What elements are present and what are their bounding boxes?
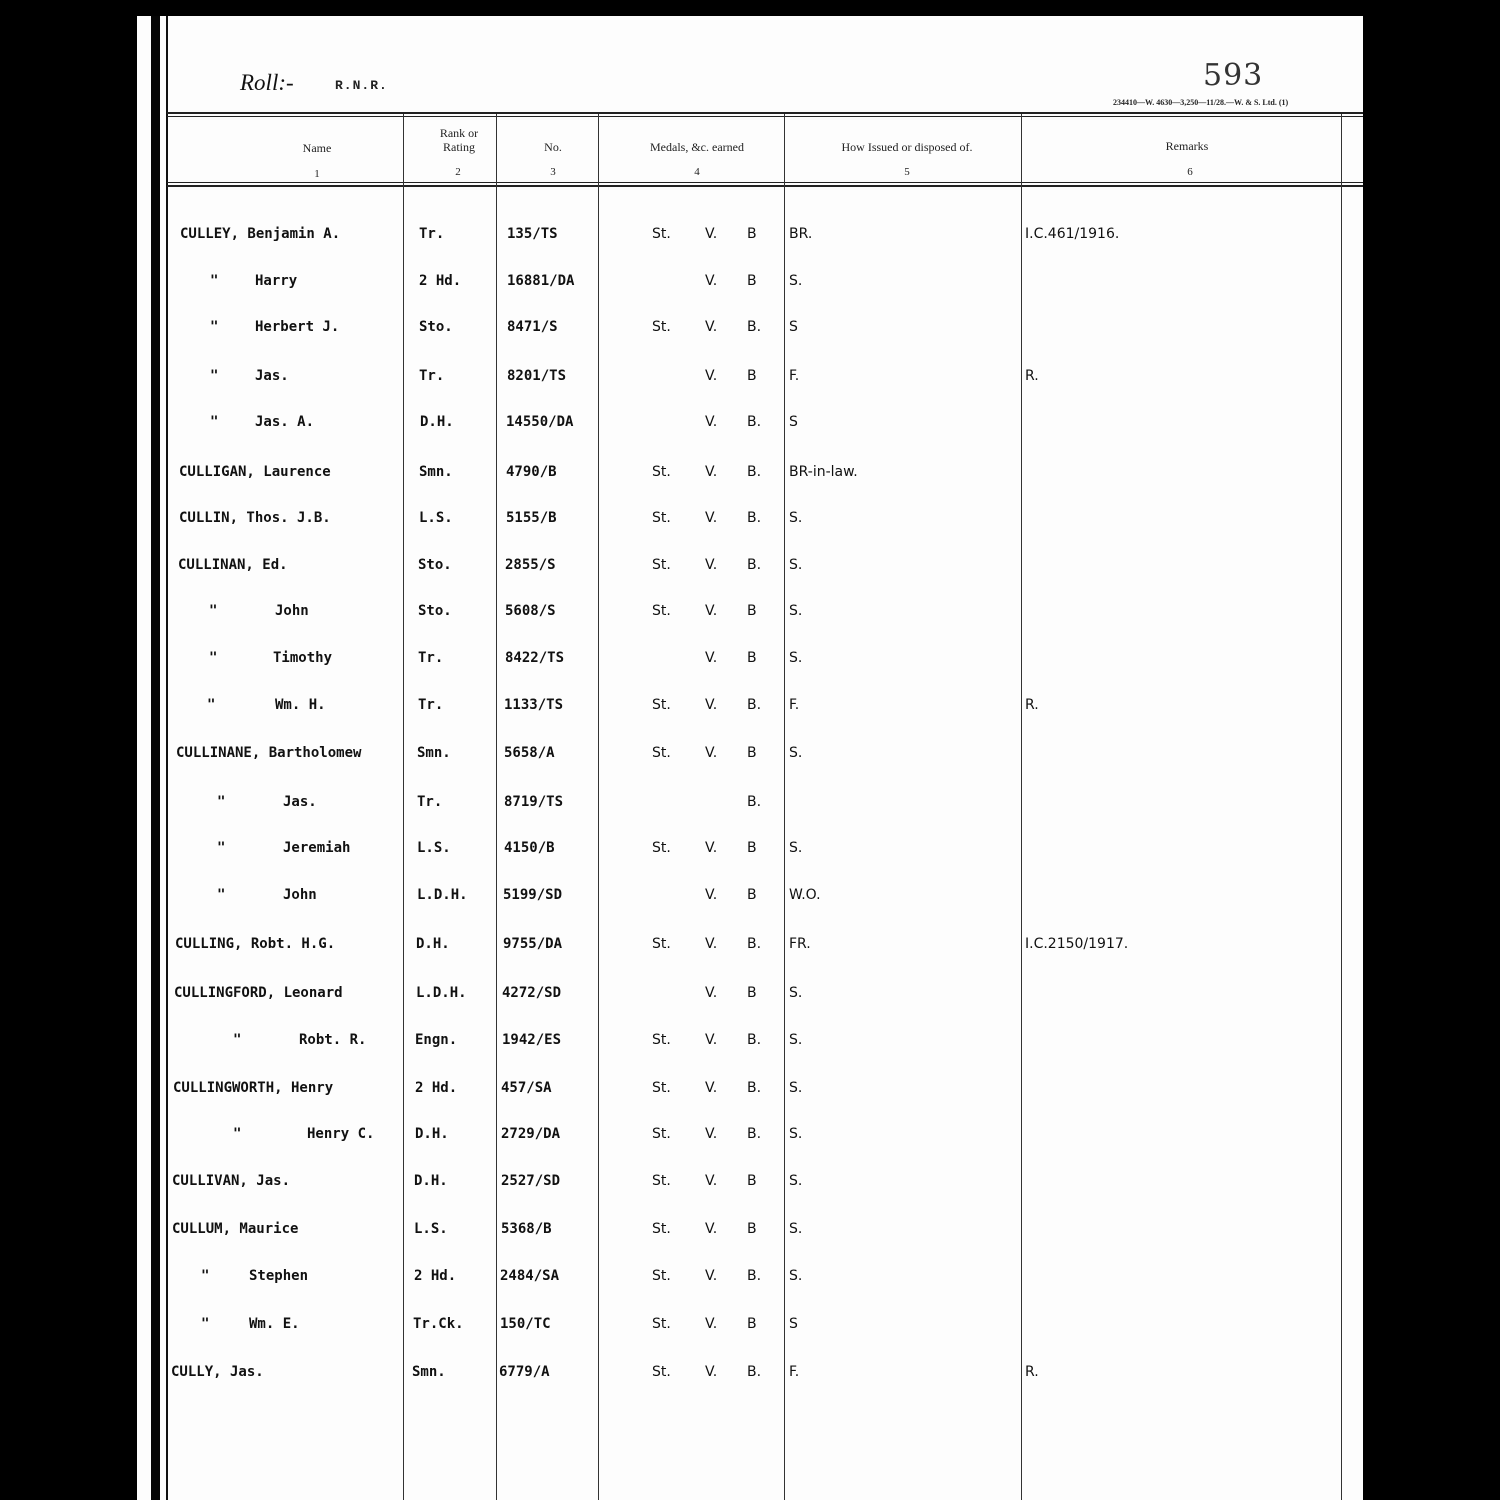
header-rank: Rank or Rating	[439, 126, 479, 154]
given-name-cell: Jas.	[255, 368, 289, 384]
header-num-1: 1	[314, 168, 320, 180]
british-cell: B.	[747, 464, 762, 480]
star-cell: St.	[652, 1080, 671, 1096]
rank-cell: D.H.	[420, 414, 454, 430]
number-cell: 1942/ES	[502, 1032, 562, 1048]
header-num-3: 3	[550, 166, 556, 178]
name-cell: "	[207, 697, 216, 713]
rank-cell: Smn.	[417, 745, 451, 761]
number-cell: 16881/DA	[507, 273, 575, 289]
given-name-cell: Herbert J.	[255, 319, 340, 335]
name-cell: CULLUM, Maurice	[172, 1221, 299, 1237]
victory-cell: V.	[705, 1221, 718, 1237]
british-cell: B.	[747, 319, 762, 335]
number-cell: 2729/DA	[501, 1126, 561, 1142]
star-cell: St.	[652, 510, 671, 526]
ledger-page	[137, 16, 1363, 1500]
name-cell: "	[217, 840, 226, 856]
british-cell: B.	[747, 414, 762, 430]
rank-cell: 2 Hd.	[415, 1080, 458, 1096]
issued-cell: S	[789, 319, 798, 335]
rank-cell: Engn.	[415, 1032, 458, 1048]
column-divider-1	[403, 114, 404, 1500]
victory-cell: V.	[705, 936, 718, 952]
issued-cell: S.	[789, 985, 803, 1001]
header-issued: How Issued or disposed of.	[841, 140, 973, 154]
number-cell: 8471/S	[507, 319, 558, 335]
given-name-cell: Jas. A.	[255, 414, 315, 430]
victory-cell: V.	[705, 603, 718, 619]
victory-cell: V.	[705, 319, 718, 335]
star-cell: St.	[652, 1316, 671, 1332]
given-name-cell: Harry	[255, 273, 298, 289]
name-cell: CULLIN, Thos. J.B.	[179, 510, 331, 526]
british-cell: B	[747, 226, 757, 242]
victory-cell: V.	[705, 510, 718, 526]
number-cell: 457/SA	[501, 1080, 552, 1096]
name-cell: "	[210, 273, 219, 289]
british-cell: B	[747, 368, 757, 384]
british-cell: B	[747, 985, 757, 1001]
issued-cell: S.	[789, 840, 803, 856]
name-cell: "	[210, 319, 219, 335]
rank-cell: L.S.	[419, 510, 453, 526]
issued-cell: S.	[789, 1126, 803, 1142]
remarks-cell: R.	[1025, 368, 1039, 384]
roll-value: R.N.R.	[335, 78, 388, 93]
given-name-cell: Timothy	[273, 650, 333, 666]
rank-cell: Smn.	[412, 1364, 446, 1380]
column-divider-6	[1341, 114, 1342, 1500]
name-cell: "	[210, 414, 219, 430]
name-cell: CULLINAN, Ed.	[178, 557, 288, 573]
header-name: Name	[302, 141, 332, 155]
given-name-cell: Robt. R.	[299, 1032, 367, 1048]
british-cell: B	[747, 603, 757, 619]
name-cell: CULLINANE, Bartholomew	[176, 745, 362, 761]
star-cell: St.	[652, 840, 671, 856]
victory-cell: V.	[705, 887, 718, 903]
victory-cell: V.	[705, 1173, 718, 1189]
victory-cell: V.	[705, 464, 718, 480]
name-cell: CULLINGWORTH, Henry	[173, 1080, 334, 1096]
rank-cell: Sto.	[418, 557, 452, 573]
remarks-cell: I.C.2150/1917.	[1025, 936, 1129, 952]
rank-cell: Tr.	[418, 650, 444, 666]
number-cell: 9755/DA	[503, 936, 563, 952]
issued-cell: S.	[789, 557, 803, 573]
name-cell: CULLIVAN, Jas.	[172, 1173, 291, 1189]
given-name-cell: John	[283, 887, 317, 903]
remarks-cell: R.	[1025, 1364, 1039, 1380]
remarks-cell: R.	[1025, 697, 1039, 713]
issued-cell: W.O.	[789, 887, 821, 903]
name-cell: "	[209, 603, 218, 619]
star-cell: St.	[652, 1364, 671, 1380]
name-cell: CULLING, Robt. H.G.	[175, 936, 336, 952]
british-cell: B.	[747, 936, 762, 952]
victory-cell: V.	[705, 414, 718, 430]
issued-cell: S.	[789, 1080, 803, 1096]
victory-cell: V.	[705, 1080, 718, 1096]
name-cell: "	[233, 1032, 242, 1048]
british-cell: B	[747, 1221, 757, 1237]
british-cell: B.	[747, 510, 762, 526]
issued-cell: S.	[789, 510, 803, 526]
issued-cell: F.	[789, 697, 800, 713]
header-bottom-rule-thick	[167, 185, 1363, 187]
star-cell: St.	[652, 1126, 671, 1142]
british-cell: B.	[747, 697, 762, 713]
british-cell: B	[747, 1173, 757, 1189]
column-divider-5	[1021, 114, 1022, 1500]
british-cell: B	[747, 1316, 757, 1332]
name-cell: "	[201, 1316, 210, 1332]
rank-cell: Tr.	[417, 794, 443, 810]
column-divider-4	[784, 114, 785, 1500]
rank-cell: Sto.	[418, 603, 452, 619]
victory-cell: V.	[705, 1032, 718, 1048]
star-cell: St.	[652, 557, 671, 573]
header-num-4: 4	[694, 166, 700, 178]
british-cell: B	[747, 745, 757, 761]
number-cell: 5608/S	[505, 603, 556, 619]
rank-cell: L.S.	[417, 840, 451, 856]
rank-cell: Tr.Ck.	[413, 1316, 464, 1332]
name-cell: "	[233, 1126, 242, 1142]
star-cell: St.	[652, 1268, 671, 1284]
header-medals: Medals, &c. earned	[650, 140, 744, 154]
british-cell: B	[747, 650, 757, 666]
issued-cell: FR.	[789, 936, 811, 952]
name-cell: "	[201, 1268, 210, 1284]
victory-cell: V.	[705, 1364, 718, 1380]
victory-cell: V.	[705, 557, 718, 573]
name-cell: CULLIGAN, Laurence	[179, 464, 331, 480]
number-cell: 5658/A	[504, 745, 555, 761]
rank-cell: L.D.H.	[416, 985, 467, 1001]
header-number: No.	[544, 140, 562, 154]
name-cell: "	[217, 794, 226, 810]
given-name-cell: Wm. E.	[249, 1316, 300, 1332]
rank-cell: Sto.	[419, 319, 453, 335]
given-name-cell: Jas.	[283, 794, 317, 810]
british-cell: B	[747, 887, 757, 903]
name-cell: CULLEY, Benjamin A.	[180, 226, 341, 242]
name-cell: "	[217, 887, 226, 903]
issued-cell: S.	[789, 1032, 803, 1048]
victory-cell: V.	[705, 650, 718, 666]
header-bottom-rule	[167, 182, 1363, 183]
issued-cell: S	[789, 414, 798, 430]
column-divider-2	[496, 114, 497, 1500]
star-cell: St.	[652, 464, 671, 480]
margin-line	[166, 16, 168, 1500]
star-cell: St.	[652, 697, 671, 713]
victory-cell: V.	[705, 1126, 718, 1142]
rank-cell: D.H.	[414, 1173, 448, 1189]
victory-cell: V.	[705, 697, 718, 713]
issued-cell: S.	[789, 603, 803, 619]
british-cell: B.	[747, 1364, 762, 1380]
british-cell: B.	[747, 1268, 762, 1284]
name-cell: "	[209, 650, 218, 666]
rank-cell: 2 Hd.	[414, 1268, 457, 1284]
name-cell: "	[210, 368, 219, 384]
number-cell: 5199/SD	[503, 887, 563, 903]
rank-cell: Tr.	[418, 697, 444, 713]
number-cell: 8719/TS	[504, 794, 564, 810]
header-remarks: Remarks	[1165, 139, 1209, 153]
british-cell: B.	[747, 1080, 762, 1096]
rank-cell: D.H.	[416, 936, 450, 952]
issued-cell: S.	[789, 1173, 803, 1189]
number-cell: 4272/SD	[502, 985, 562, 1001]
number-cell: 14550/DA	[506, 414, 574, 430]
given-name-cell: Henry C.	[307, 1126, 375, 1142]
rank-cell: D.H.	[415, 1126, 449, 1142]
rank-cell: L.D.H.	[417, 887, 468, 903]
issued-cell: BR-in-law.	[789, 464, 858, 480]
given-name-cell: Wm. H.	[275, 697, 326, 713]
issued-cell: S	[789, 1316, 798, 1332]
issued-cell: F.	[789, 368, 800, 384]
name-cell: CULLY, Jas.	[171, 1364, 264, 1380]
rank-cell: Smn.	[419, 464, 453, 480]
british-cell: B.	[747, 1032, 762, 1048]
number-cell: 6779/A	[499, 1364, 550, 1380]
header-num-5: 5	[904, 166, 910, 178]
star-cell: St.	[652, 1221, 671, 1237]
column-divider-3	[598, 114, 599, 1500]
star-cell: St.	[652, 319, 671, 335]
british-cell: B.	[747, 794, 762, 810]
rank-cell: 2 Hd.	[419, 273, 462, 289]
number-cell: 2855/S	[505, 557, 556, 573]
victory-cell: V.	[705, 273, 718, 289]
given-name-cell: Jeremiah	[283, 840, 351, 856]
issued-cell: S.	[789, 650, 803, 666]
page-number: 593	[1203, 58, 1264, 93]
number-cell: 8201/TS	[507, 368, 567, 384]
victory-cell: V.	[705, 368, 718, 384]
given-name-cell: Stephen	[249, 1268, 309, 1284]
roll-label: Roll:-	[240, 70, 294, 95]
victory-cell: V.	[705, 840, 718, 856]
issued-cell: S.	[789, 1221, 803, 1237]
victory-cell: V.	[705, 1268, 718, 1284]
given-name-cell: John	[275, 603, 309, 619]
binding-edge	[151, 16, 160, 1500]
number-cell: 5155/B	[506, 510, 557, 526]
victory-cell: V.	[705, 985, 718, 1001]
british-cell: B	[747, 273, 757, 289]
british-cell: B.	[747, 1126, 762, 1142]
number-cell: 2527/SD	[501, 1173, 561, 1189]
name-cell: CULLINGFORD, Leonard	[174, 985, 343, 1001]
british-cell: B.	[747, 557, 762, 573]
print-code: 234410—W. 4630—3,250—11/28.—W. & S. Ltd. (1)	[1113, 98, 1289, 107]
header-num-6: 6	[1187, 166, 1193, 178]
header-top-rule-thin	[167, 116, 1363, 117]
issued-cell: BR.	[789, 226, 813, 242]
number-cell: 4150/B	[504, 840, 555, 856]
issued-cell: S.	[789, 745, 803, 761]
issued-cell: F.	[789, 1364, 800, 1380]
issued-cell: S.	[789, 1268, 803, 1284]
issued-cell: S.	[789, 273, 803, 289]
rank-cell: L.S.	[414, 1221, 448, 1237]
header-top-rule	[167, 112, 1363, 114]
victory-cell: V.	[705, 745, 718, 761]
remarks-cell: I.C.461/1916.	[1025, 226, 1120, 242]
star-cell: St.	[652, 1173, 671, 1189]
victory-cell: V.	[705, 1316, 718, 1332]
number-cell: 2484/SA	[500, 1268, 560, 1284]
number-cell: 1133/TS	[504, 697, 564, 713]
number-cell: 135/TS	[507, 226, 558, 242]
british-cell: B	[747, 840, 757, 856]
number-cell: 5368/B	[501, 1221, 552, 1237]
star-cell: St.	[652, 603, 671, 619]
star-cell: St.	[652, 936, 671, 952]
star-cell: St.	[652, 1032, 671, 1048]
number-cell: 8422/TS	[505, 650, 565, 666]
rank-cell: Tr.	[419, 368, 445, 384]
header-num-2: 2	[455, 166, 461, 178]
star-cell: St.	[652, 745, 671, 761]
victory-cell: V.	[705, 226, 718, 242]
number-cell: 150/TC	[500, 1316, 551, 1332]
rank-cell: Tr.	[419, 226, 445, 242]
star-cell: St.	[652, 226, 671, 242]
number-cell: 4790/B	[506, 464, 557, 480]
